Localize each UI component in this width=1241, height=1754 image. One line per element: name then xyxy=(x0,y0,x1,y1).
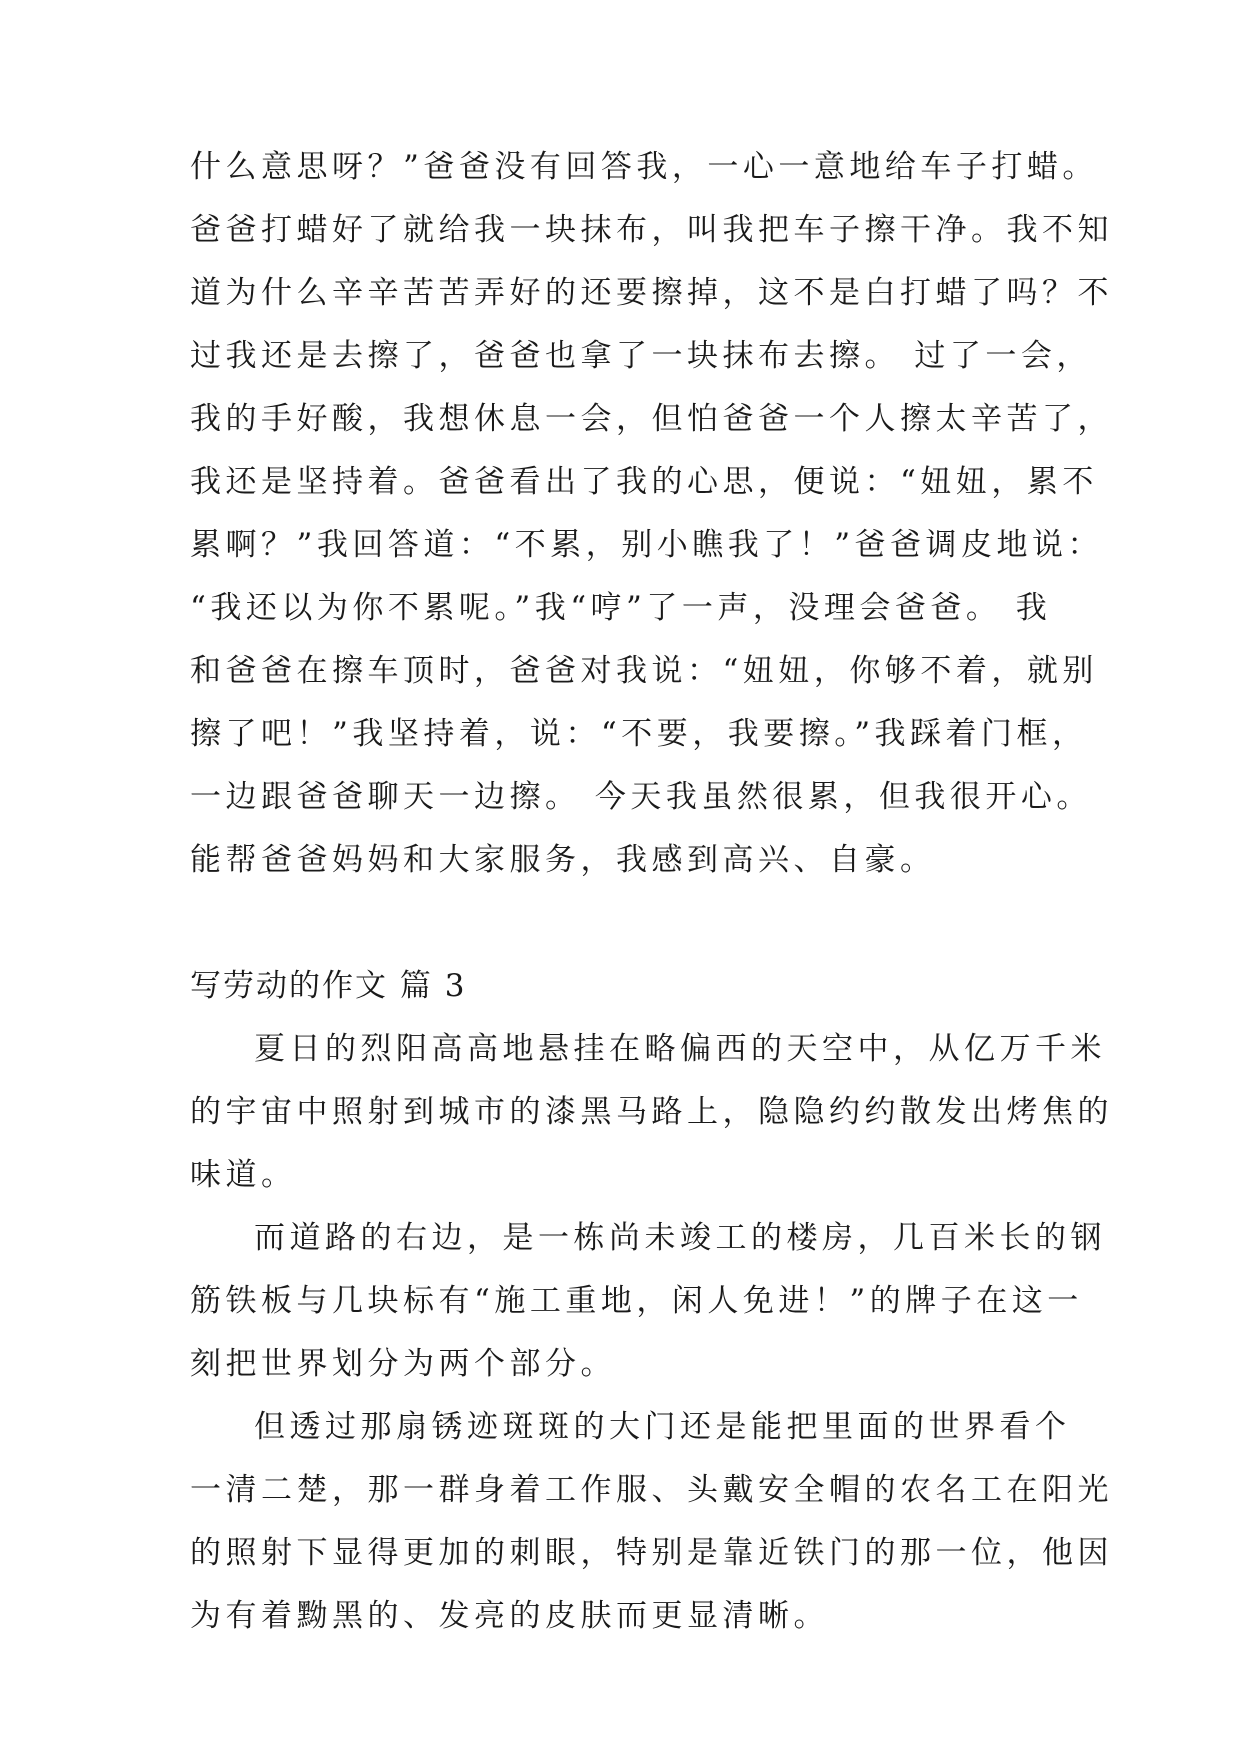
text-line: 爸爸打蜡好了就给我一块抹布，叫我把车子擦干净。我不知 xyxy=(190,212,1113,248)
text-line: 筋铁板与几块标有“施工重地，闲人免进！”的牌子在这一 xyxy=(190,1283,1083,1319)
text-line: 的照射下显得更加的刺眼，特别是靠近铁门的那一位，他因 xyxy=(190,1535,1113,1571)
text-line: 什么意思呀？”爸爸没有回答我，一心一意地给车子打蜡。 xyxy=(190,149,1098,185)
text-line: 道为什么辛辛苦苦弄好的还要擦掉，这不是白打蜡了吗？不 xyxy=(190,275,1113,311)
text-line: 一边跟爸爸聊天一边擦。 今天我虽然很累，但我很开心。 xyxy=(190,779,1092,815)
text-line: 而道路的右边，是一栋尚未竣工的楼房，几百米长的钢 xyxy=(254,1220,1106,1256)
text-line: 的宇宙中照射到城市的漆黑马路上，隐隐约约散发出烤焦的 xyxy=(190,1094,1113,1130)
text-line: 过我还是去擦了，爸爸也拿了一块抹布去擦。 过了一会， xyxy=(190,338,1092,374)
text-line: 擦了吧！”我坚持着，说：“不要，我要擦。”我踩着门框， xyxy=(190,716,1088,752)
text-line: 夏日的烈阳高高地悬挂在略偏西的天空中，从亿万千米 xyxy=(254,1031,1106,1067)
text-line: 但透过那扇锈迹斑斑的大门还是能把里面的世界看个 xyxy=(254,1409,1071,1445)
text-line: 能帮爸爸妈妈和大家服务，我感到高兴、自豪。 xyxy=(190,842,936,878)
text-line: 和爸爸在擦车顶时，爸爸对我说：“妞妞，你够不着，就别 xyxy=(190,653,1098,689)
text-line: 为有着黝黑的、发亮的皮肤而更显清晰。 xyxy=(190,1598,829,1634)
text-line: 我还是坚持着。爸爸看出了我的心思，便说：“妞妞，累不 xyxy=(190,464,1098,500)
text-line: 刻把世界划分为两个部分。 xyxy=(190,1346,616,1382)
text-line: 累啊？”我回答道：“不累，别小瞧我了！”爸爸调皮地说： xyxy=(190,527,1104,563)
section-heading: 写劳动的作文 篇 3 xyxy=(190,968,467,1004)
text-line: 一清二楚，那一群身着工作服、头戴安全帽的农名工在阳光 xyxy=(190,1472,1113,1508)
text-line: 味道。 xyxy=(190,1157,297,1193)
text-line: “我还以为你不累呢。”我“哼”了一声，没理会爸爸。 我 xyxy=(190,590,1052,626)
text-line: 我的手好酸，我想休息一会，但怕爸爸一个人擦太辛苦了， xyxy=(190,401,1113,437)
